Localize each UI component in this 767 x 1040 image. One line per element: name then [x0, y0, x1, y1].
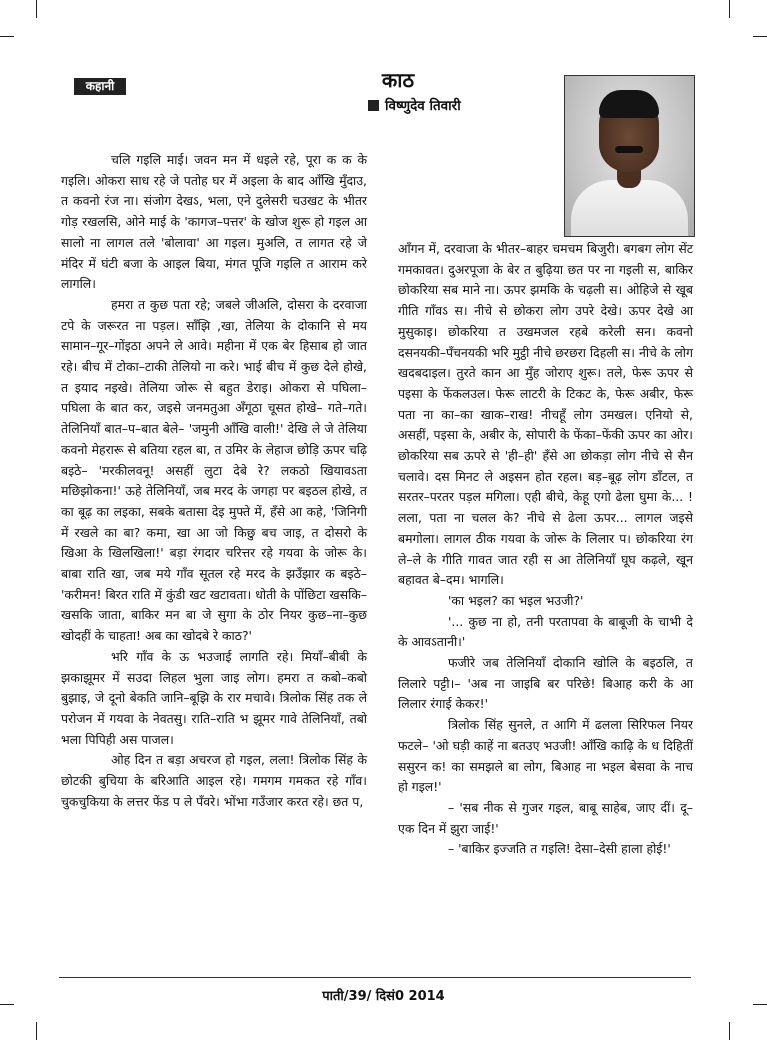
paragraph: हमरा त कुछ पता रहे; जबले जीअलि, दोसरा के दरवाजा टपे के जरूरत ना पड़ल। साँझि ,खा, तेलिया के दोकानि से मय सामान–गूर–गोंइठा अपने ले आवे। महीना में एक बेर हिसाब हो जात रहे। बीच में टोका–टाकी तेलियो ना करे। भाई बीच में कुछ देले होखे, त इयाद नइखे। तेलिया जोरू से बहुत डेराइ। ओकरा से पघिला–पघिला के बात कर, जइसे जनमतुआ अँगूठा चूसत होखे– गते–गते। तेलिनियाँ बात–प–बात बेले– 'जमुनी आँखि वाली!' देखि ले जे तेलिया कवनो मेहरारू से बतिया रहल बा, त उमिर के लेहाज छोड़ि ऊपर चढ़ि बइठे– 'मरकीलवनू! असहीं लुटा देबे रे? लकठो खियावऽता मछिझोकना!' ऊहे तेलिनियाँ, जब मरद के जगहा पर बइठल होखे, त का बूढ़ का लइका, सबके बतासा देइ मुफ्ते में, हँसे आ कहे, 'जिनिगी में रखले का बा? कमा, खा आ जो किछु बच जाइ, त दोसरो के खिआ के खिलखिला!' बड़ा रंगदार चरित्तर रहे गयवा के जोरू के। बाबा राति खा, जब मये गाँव सूतल रहे मरद के झउँझार क बइठे– 'करीमन! बिरत राति में कुंडी खट खटावता। धोती के पोंछिटा खसकि–खसकि जाता, बाकिर मन बा जे सुगा के ठोर नियर कुछ–ना–कुछ खोदहीं के चाहता! अब का खोदबे रे काठ?' — [61, 296, 367, 644]
crop-mark — [729, 0, 730, 18]
paragraph: आँगन में, दरवाजा के भीतर–बाहर चमचम बिजुरी। बगबग लोग सेंट गमकावत। दुअरपूजा के बेर त बुढ़िया छत पर ना गइली स, बाकिर छोकरिया सब माने ना। ऊपर झमकि के चढ़ली स। ओहिजे से खूब गीति गाँवऽ स। नीचे से छोकरा लोग उपरे देखे। ऊपर देखे आ मुसुकाइ। छोकरिया त उखमजल रहबे करेली सन। कवनो दसनयकी–पँचनयकी भरि मुट्ठी नीचे छरछरा दिहली स। नीचे के लोग खदबदाइल। तुरते कान आ मुँह जोराए शुरू। तले, फेरू ऊपर से पइसा के फेंकलउल। फेरू लाटरी के टिकट के, फेरू अबीर, फेरू पता ना का–का खाक–राख! नीचहूँ लोग उमखल। एनियो से, असहीं, पइसा के, अबीर के, सोपारी के फेंका–फेंकी ऊपर का ओर। छोकरिया सब ऊपरे से 'ही–ही' हँसे आ छोकड़ा लोग नीचे से सैन चलावे। दस मिनट ले अइसन होत रहल। बड़–बूढ़ लोग डाँटल, त सरतर–परतर पड़ल मगिला। एही बीचे, केहू एगो ढेला घुमा के... ! लला, पता ना चलल के? नीचे से ढेला ऊपर... लागल जइसे बमगोला। लागल ठीक गयवा के जोरू के लिलार प। छोकरिया रंग ले–ले के गीति गावत जात रही स आ तेलिनियाँ घूघ कढ़ले, खून बहावत बे–दम। भागलि। — [398, 241, 693, 588]
crop-mark — [753, 36, 767, 37]
crop-mark — [753, 1004, 767, 1005]
author-byline — [368, 96, 461, 114]
dialogue-line: – 'सब नीक से गुजर गइल, बाबू साहेब, जाए दीं। दू–एक दिन में झुरा जाई!' — [398, 799, 693, 836]
crop-mark — [36, 0, 37, 18]
left-column — [61, 150, 367, 813]
paragraph: भरि गाँव के ऊ भउजाई लागति रहे। मियाँ–बीबी के झकाझूमर में सउदा लिहल भुला जाइ लोग। हमरा त कबो–कबो बुझाइ, जे दूनो बेकति जानि–बूझि के रार मचावे। त्रिलोक सिंह तक ले परोजन में गयवा के नेवतसु। राति–राति भ झूमर गावे तेलिनियाँ, तबो भला पिपिही अस पाजल। — [61, 648, 367, 747]
crop-mark — [0, 1004, 14, 1005]
author-photo — [564, 75, 695, 237]
dialogue-line: 'का भइल? का भइल भउजी?' — [448, 592, 584, 608]
paragraph: ओह दिन त बड़ा अचरज हो गइल, लला! त्रिलोक सिंह के छोटकी बुचिया के बरिआति आइल रहे। गमगम गमकत रहे गाँव। चुकचुकिया के लत्तर फेंड प ले पँवरे। भोंभा गउँजार करत रहे। छत प, — [61, 752, 367, 809]
dialogue-line: त्रिलोक सिंह सुनले, त आगि में ढलला सिरिफल नियर फटले– 'ओ घड़ी काहें ना बतउए भउजी! आँखि काढ़ि के ध दिहितीं ससुरन क! का समझले बा लोग, बिआह ना भइल बेसवा के नाच हो गइल!' — [398, 717, 693, 795]
dialogue-line: – 'बाकिर इज्जति त गइलि! देसा–देसी हाला होई!' — [448, 841, 671, 857]
dialogue-line: फजीरे जब तेलिनियाँ दोकानि खोलि के बइठलि, त लिलारे पट्टी।– 'अब ना जाइबि बर परिछे! बिआह करी के आ लिलार रंगाई केकर!' — [398, 655, 693, 712]
right-column — [398, 239, 693, 860]
section-tag: कहानी — [74, 78, 126, 95]
dialogue-line: '... कुछ ना हो, तनी परतापवा के बाबूजी के चाभी दे के आवऽतानी।' — [398, 613, 693, 650]
crop-mark — [36, 1022, 37, 1040]
footer-rule — [59, 977, 691, 978]
author-name: विष्णुदेव तिवारी — [385, 98, 461, 114]
crop-mark — [729, 1022, 730, 1040]
paragraph: चलि गइलि माई। जवन मन में धइले रहे, पूरा क क के गइलि। ओकरा साध रहे जे पतोह घर में अइला के बाद आँखि मुँदाउ, त कवनो रंज ना। संजोग देखऽ, भला, एने दुलेसरी चउखट के भीतर गोड़ रखलसि, ओने माई के 'कागज–पत्तर' के खोज शुरू हो गइल आ सालो ना लागल तले 'बोलावा' आ गइल। मुअलि, त लागत रहे जे मंदिर में घंटी बजा के आइल बिया, मंगत पूजि गइलि त आराम करे लागलि। — [61, 152, 367, 292]
crop-mark — [0, 36, 14, 37]
story-title: काठ — [381, 68, 415, 92]
page-footer: पाती/39/ दिसं0 2014 — [322, 989, 445, 1004]
square-bullet-icon — [368, 100, 379, 111]
